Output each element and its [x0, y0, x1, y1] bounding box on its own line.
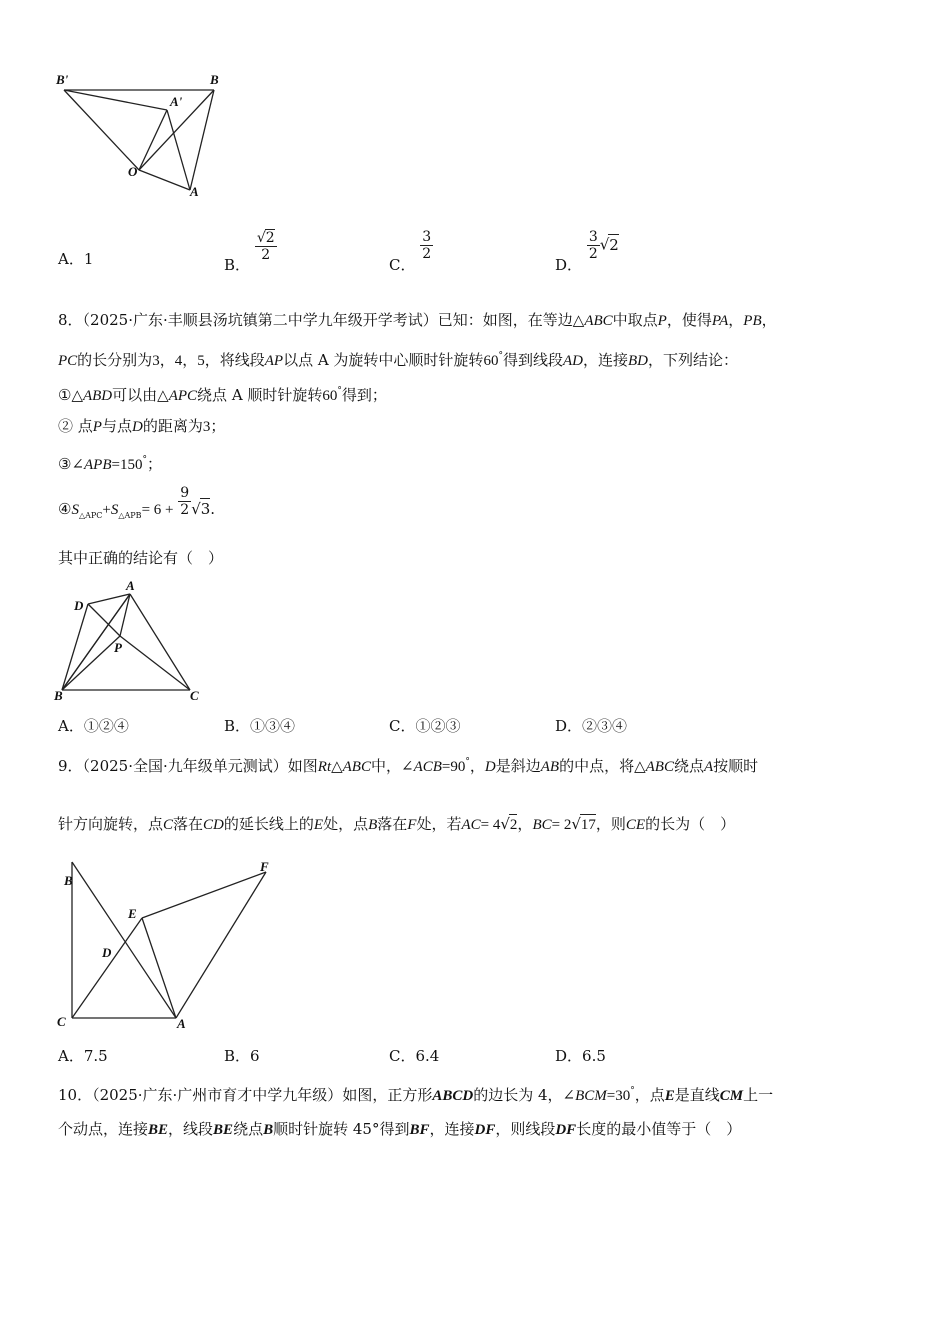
- q9-option-d[interactable]: D．6.5: [555, 1047, 606, 1065]
- q8-conclusion-4: $④S_{\triangle APC}+S_{\triangle APB}= 6$ + $\frac{9}{2}$ √3.: [58, 485, 216, 520]
- label-d: D: [74, 598, 84, 613]
- q9-line-2: 针方向旋转，点C落在CD的延长线上的E处，点B落在F处，若AC= 4√2，BC= 2√17，则CE的长为（ ）: [58, 815, 736, 833]
- q10-line-1: 10．（2025·广东·广州市育才中学九年级）如图，正方形ABCD的边长为 4，∠BCM=30°，点E是直线CM上一: [58, 1086, 774, 1104]
- label-o: O: [128, 164, 138, 179]
- q10-line-2: 个动点，连接BE，线段BE绕点B顺时针旋转 45°得到BF，连接DF，则线段DF长度的最小值等于（ ）: [58, 1120, 742, 1138]
- q8-line-1: 8．（2025·广东·丰顺县汤坑镇第二中学九年级开学考试）已知：如图，在等边△ABC中取点P，使得PA，PB，: [58, 311, 777, 329]
- label-e: E: [128, 906, 137, 921]
- label-a: A: [177, 1016, 186, 1031]
- q8-option-d[interactable]: D．②③④: [555, 717, 628, 735]
- label-p: P: [114, 640, 122, 655]
- label-b: B: [54, 688, 63, 703]
- q7-option-c[interactable]: C． $\frac{3}{2}$: [389, 229, 432, 274]
- q8-conclusion-3: ③∠APB=150°；: [58, 455, 162, 473]
- q8-conclusion-2: ② 点P与点D的距离为3；: [58, 417, 226, 435]
- label-b: B: [64, 873, 73, 888]
- figure-q8-triangle: [52, 578, 212, 706]
- q9-option-b[interactable]: B．6: [224, 1047, 260, 1065]
- figure-q9-rotation: [50, 856, 290, 1036]
- q8-question: 其中正确的结论有（ ）: [58, 549, 224, 567]
- label-b: B: [210, 72, 219, 87]
- label-a: A: [190, 184, 199, 199]
- label-c: C: [190, 688, 199, 703]
- label-c: C: [57, 1014, 66, 1029]
- q7-option-d[interactable]: D． $\frac{3}{2}$ √2: [555, 229, 619, 274]
- label-b-prime: B': [56, 72, 69, 87]
- label-a: A: [126, 578, 135, 593]
- q9-option-a[interactable]: A．7.5: [58, 1047, 108, 1065]
- q9-line-1: 9．（2025·全国·九年级单元测试）如图Rt△ABC中，∠ACB=90°，D是斜边AB的中点，将△ABC绕点A按顺时: [58, 757, 759, 775]
- label-f: F: [260, 859, 269, 874]
- label-a-prime: A': [170, 94, 183, 109]
- q7-option-b[interactable]: B． $\frac{√2}{2}$: [224, 230, 275, 274]
- q8-line-2: PC的长分别为3，4，5，将线段AP以点 A 为旋转中心顺时针旋转60°得到线段AD，连接BD，下列结论：: [58, 351, 738, 369]
- q8-option-a[interactable]: A．①②④: [58, 717, 129, 735]
- q8-option-b[interactable]: B．①③④: [224, 717, 296, 735]
- figure-q7-rotation: [52, 68, 232, 200]
- label-d: D: [102, 945, 112, 960]
- q8-conclusion-1: ①△ABD可以由△APC绕点 A 顺时针旋转60°得到；: [58, 386, 387, 404]
- q7-option-a[interactable]: A．1: [58, 250, 94, 268]
- q9-option-c[interactable]: C．6.4: [389, 1047, 440, 1065]
- q8-option-c[interactable]: C．①②③: [389, 717, 461, 735]
